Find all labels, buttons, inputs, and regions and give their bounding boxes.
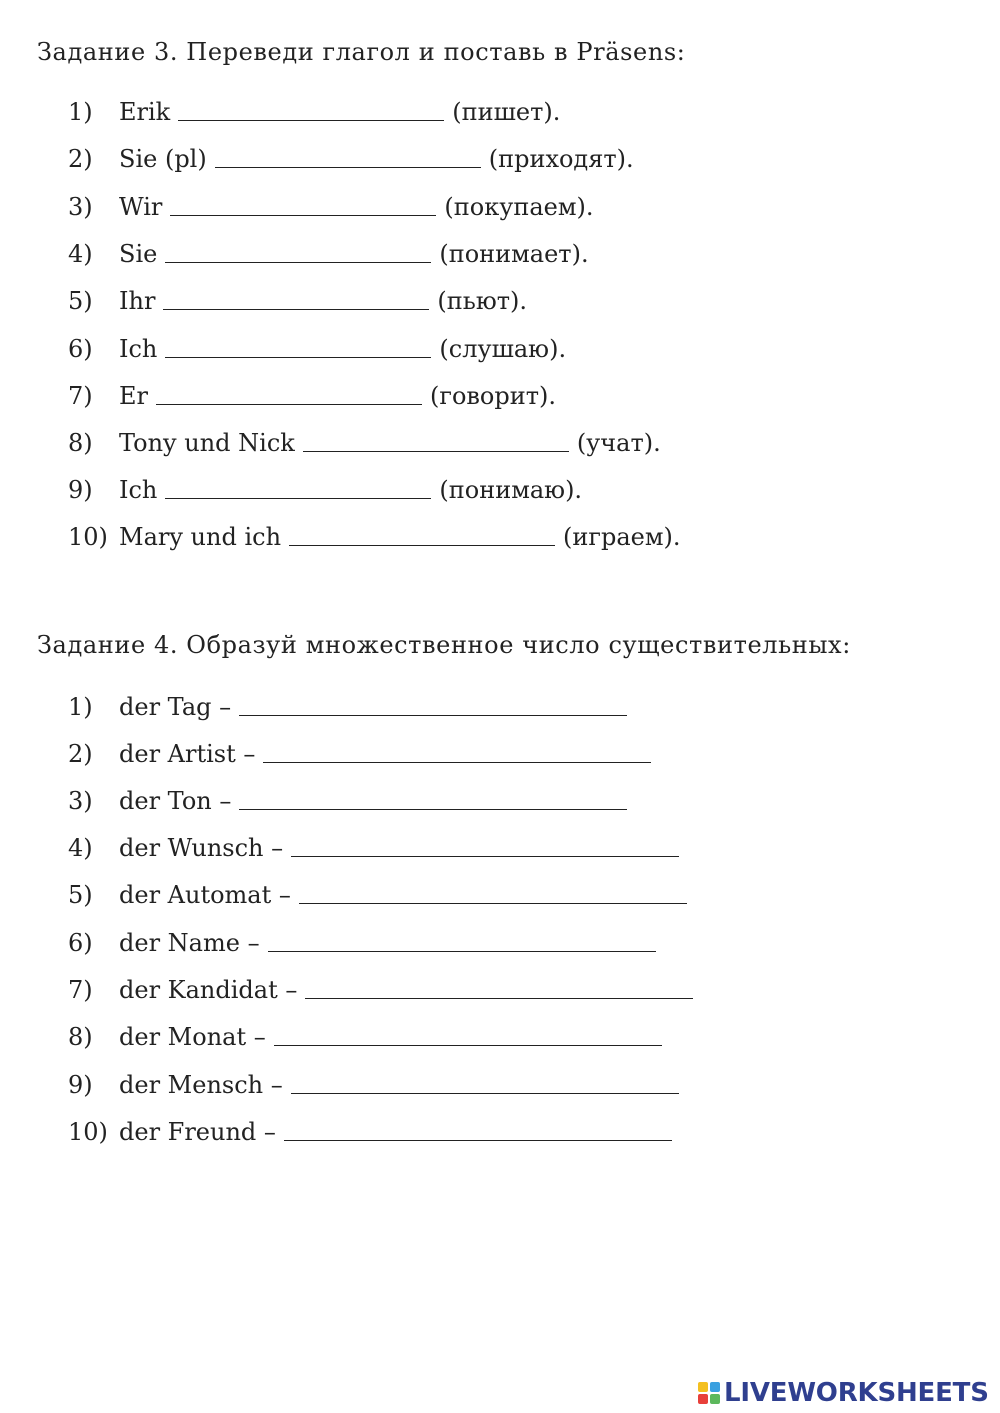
answer-blank[interactable] — [291, 835, 679, 857]
task4-item — [0, 928, 1000, 958]
item-number: 1) — [68, 693, 93, 721]
task4-item — [0, 833, 1000, 863]
answer-blank[interactable] — [239, 694, 627, 716]
task3-item — [0, 381, 1000, 411]
item-subject: Ich — [119, 476, 158, 504]
item-number: 9) — [68, 476, 93, 504]
answer-blank[interactable] — [289, 524, 555, 546]
item-subject: Ich — [119, 335, 158, 363]
task4-item — [0, 880, 1000, 910]
task3-item — [0, 334, 1000, 364]
item-number: 10) — [68, 523, 108, 551]
answer-blank[interactable] — [305, 977, 693, 999]
item-subject: Erik — [119, 98, 171, 126]
item-noun: der Artist – — [119, 740, 256, 768]
item-subject: Er — [119, 382, 148, 410]
answer-blank[interactable] — [165, 241, 431, 263]
answer-blank[interactable] — [299, 882, 687, 904]
task3-item — [0, 522, 1000, 552]
task3-title: Задание 3. Переведи глагол и поставь в Präsens: — [37, 38, 686, 66]
answer-blank[interactable] — [156, 383, 422, 405]
item-subject: Sie (pl) — [119, 145, 207, 173]
answer-blank[interactable] — [291, 1072, 679, 1094]
answer-blank[interactable] — [274, 1024, 662, 1046]
task4-item — [0, 1070, 1000, 1100]
item-number: 2) — [68, 740, 93, 768]
item-noun: der Freund – — [119, 1118, 276, 1146]
logo-square-icon — [698, 1394, 708, 1404]
task4-item — [0, 1022, 1000, 1052]
item-number: 10) — [68, 1118, 108, 1146]
item-hint: (говорит). — [430, 382, 556, 410]
answer-blank[interactable] — [303, 430, 569, 452]
answer-blank[interactable] — [215, 146, 481, 168]
answer-blank[interactable] — [239, 788, 627, 810]
item-subject: Mary und ich — [119, 523, 282, 551]
item-number: 2) — [68, 145, 93, 173]
item-number: 4) — [68, 834, 93, 862]
task4-item — [0, 786, 1000, 816]
answer-blank[interactable] — [170, 194, 436, 216]
item-number: 6) — [68, 335, 93, 363]
item-number: 5) — [68, 881, 93, 909]
item-subject: Tony und Nick — [119, 429, 295, 457]
item-number: 8) — [68, 429, 93, 457]
answer-blank[interactable] — [165, 336, 431, 358]
item-hint: (покупаем). — [444, 193, 594, 221]
answer-blank[interactable] — [263, 741, 651, 763]
task3-item — [0, 192, 1000, 222]
answer-blank[interactable] — [163, 288, 429, 310]
item-hint: (пьют). — [437, 287, 528, 315]
item-noun: der Automat – — [119, 881, 291, 909]
item-number: 9) — [68, 1071, 93, 1099]
answer-blank[interactable] — [178, 99, 444, 121]
item-subject: Wir — [119, 193, 163, 221]
item-number: 4) — [68, 240, 93, 268]
item-subject: Sie — [119, 240, 158, 268]
brand-name: LIVEWORKSHEETS — [724, 1378, 989, 1408]
task4-item — [0, 692, 1000, 722]
logo-square-icon — [710, 1382, 720, 1392]
task4-title: Задание 4. Образуй множественное число существительных: — [37, 631, 851, 659]
answer-blank[interactable] — [165, 477, 431, 499]
item-number: 1) — [68, 98, 93, 126]
item-hint: (пишет). — [452, 98, 561, 126]
task3-item — [0, 428, 1000, 458]
task4-item — [0, 1117, 1000, 1147]
item-number: 3) — [68, 193, 93, 221]
item-noun: der Tag – — [119, 693, 232, 721]
answer-blank[interactable] — [268, 930, 656, 952]
item-noun: der Monat – — [119, 1023, 266, 1051]
item-number: 6) — [68, 929, 93, 957]
item-number: 3) — [68, 787, 93, 815]
item-number: 8) — [68, 1023, 93, 1051]
item-noun: der Name – — [119, 929, 260, 957]
task3-item — [0, 97, 1000, 127]
item-hint: (приходят). — [488, 145, 634, 173]
item-noun: der Kandidat – — [119, 976, 298, 1004]
item-hint: (играем). — [563, 523, 681, 551]
liveworksheets-logo-icon — [698, 1382, 720, 1404]
item-noun: der Wunsch – — [119, 834, 284, 862]
item-hint: (учат). — [576, 429, 661, 457]
task3-item — [0, 475, 1000, 505]
item-hint: (понимает). — [439, 240, 589, 268]
item-subject: Ihr — [119, 287, 156, 315]
item-hint: (слушаю). — [439, 335, 567, 363]
answer-blank[interactable] — [284, 1119, 672, 1141]
logo-square-icon — [698, 1382, 708, 1392]
task4-item — [0, 739, 1000, 769]
item-noun: der Mensch – — [119, 1071, 283, 1099]
item-number: 7) — [68, 976, 93, 1004]
task4-item — [0, 975, 1000, 1005]
logo-square-icon — [710, 1394, 720, 1404]
item-number: 5) — [68, 287, 93, 315]
task3-item — [0, 239, 1000, 269]
liveworksheets-logo — [698, 1378, 989, 1408]
item-hint: (понимаю). — [439, 476, 583, 504]
item-noun: der Ton – — [119, 787, 232, 815]
task3-item — [0, 286, 1000, 316]
item-number: 7) — [68, 382, 93, 410]
task3-item — [0, 144, 1000, 174]
